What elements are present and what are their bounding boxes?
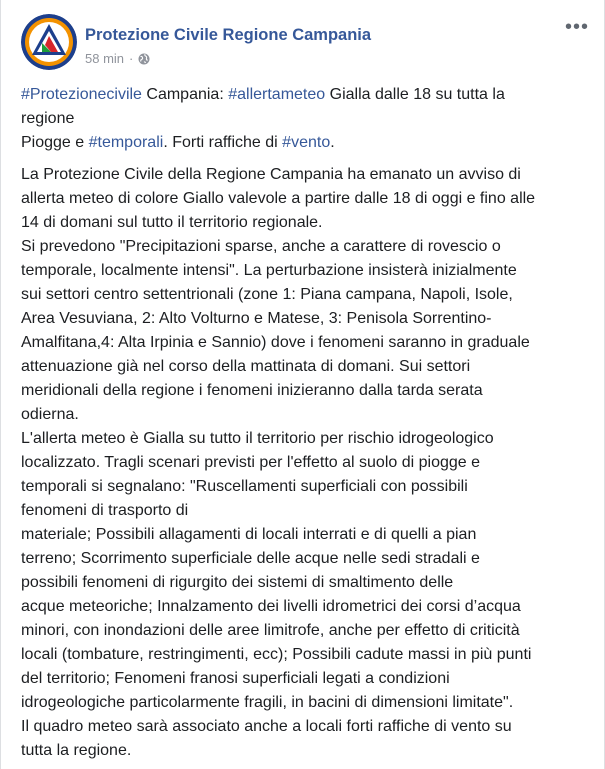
content-line: odierna.	[21, 406, 79, 423]
intro-text: Gialla dalle 18 su tutta la	[325, 86, 505, 103]
content-line: terreno; Scorrimento superficiale delle acque nelle sedi stradali e	[21, 550, 480, 567]
content-line: L'allerta meteo è Gialla su tutto il territorio per rischio idrogeologico	[21, 430, 494, 447]
hashtag-allertameteo[interactable]: #allertameteo	[228, 86, 326, 103]
post-intro	[21, 83, 581, 155]
content-line: del territorio; Fenomeni franosi superficiali legati a condizioni	[21, 670, 450, 687]
post-body	[21, 83, 581, 763]
content-line: locali (tombature, restringimenti, ecc); Possibili cadute massi in più punti	[21, 646, 532, 663]
civil-protection-logo-icon	[21, 14, 77, 70]
content-line: temporali si segnalano: "Ruscellamenti superficiali con possibili	[21, 478, 468, 495]
intro-text: . Forti raffiche di	[163, 134, 283, 151]
content-line: acque meteoriche; Innalzamento dei livelli idrometrici dei corsi d’acqua	[21, 598, 521, 615]
post-timestamp[interactable]: 58 min	[85, 51, 125, 66]
globe-icon[interactable]	[138, 53, 150, 65]
intro-text: .	[330, 134, 335, 151]
content-line: localizzato. Tragli scenari previsti per l'effetto al suolo di piogge e	[21, 454, 481, 471]
content-line: minori, con inondazioni delle aree limitrofe, anche per effetto di criticità	[21, 622, 520, 639]
content-line: Il quadro meteo sarà associato anche a locali forti raffiche di vento su	[21, 718, 512, 735]
post-meta	[85, 51, 150, 66]
content-line: Area Vesuviana, 2: Alto Volturno e Matese, 3: Penisola Sorrentino-	[21, 310, 492, 327]
content-line: idrogeologiche particolarmente fragili, in bacini di dimensioni limitate".	[21, 694, 514, 711]
hashtag-protezionecivile[interactable]: #Protezionecivile	[21, 86, 142, 103]
content-line: temporale, localmente intensi". La perturbazione insisterà inizialmente	[21, 262, 517, 279]
avatar[interactable]	[21, 14, 77, 70]
content-line: attenuazione già nel corso della mattinata di domani. Sui settori	[21, 358, 471, 375]
page-name-link[interactable]: Protezione Civile Regione Campania	[85, 26, 372, 44]
content-line: fenomeni di trasporto di	[21, 502, 189, 519]
meta-separator: ·	[129, 51, 134, 66]
content-line: La Protezione Civile della Regione Campania ha emanato un avviso di	[21, 166, 521, 183]
post-header	[21, 14, 591, 74]
content-line: possibili fenomeni di rigurgito dei sistemi di smaltimento delle	[21, 574, 454, 591]
intro-text: Piogge e	[21, 134, 89, 151]
content-line: materiale; Possibili allagamenti di locali interrati e di quelli a pian	[21, 526, 477, 543]
content-line: meridionali della regione i fenomeni inizieranno dalla tarda serata	[21, 382, 483, 399]
more-options-icon[interactable]: •••	[564, 16, 589, 38]
content-line: tutta la regione.	[21, 742, 132, 759]
hashtag-vento[interactable]: #vento	[282, 134, 331, 151]
content-line: allerta meteo di colore Giallo valevole a partire dalle 18 di oggi e fino alle	[21, 190, 536, 207]
hashtag-temporali[interactable]: #temporali	[88, 134, 164, 151]
content-line: Amalfitana,4: Alta Irpinia e Sannio) dove i fenomeni saranno in graduale	[21, 334, 530, 351]
content-line: sui settori centro settentrionali (zone 1: Piana campana, Napoli, Isole,	[21, 286, 513, 303]
post-content	[21, 163, 581, 763]
intro-text: Campania:	[141, 86, 229, 103]
content-line: Si prevedono "Precipitazioni sparse, anche a carattere di rovescio o	[21, 238, 501, 255]
intro-text: regione	[21, 110, 75, 127]
content-line: 14 di domani sul tutto il territorio regionale.	[21, 214, 323, 231]
